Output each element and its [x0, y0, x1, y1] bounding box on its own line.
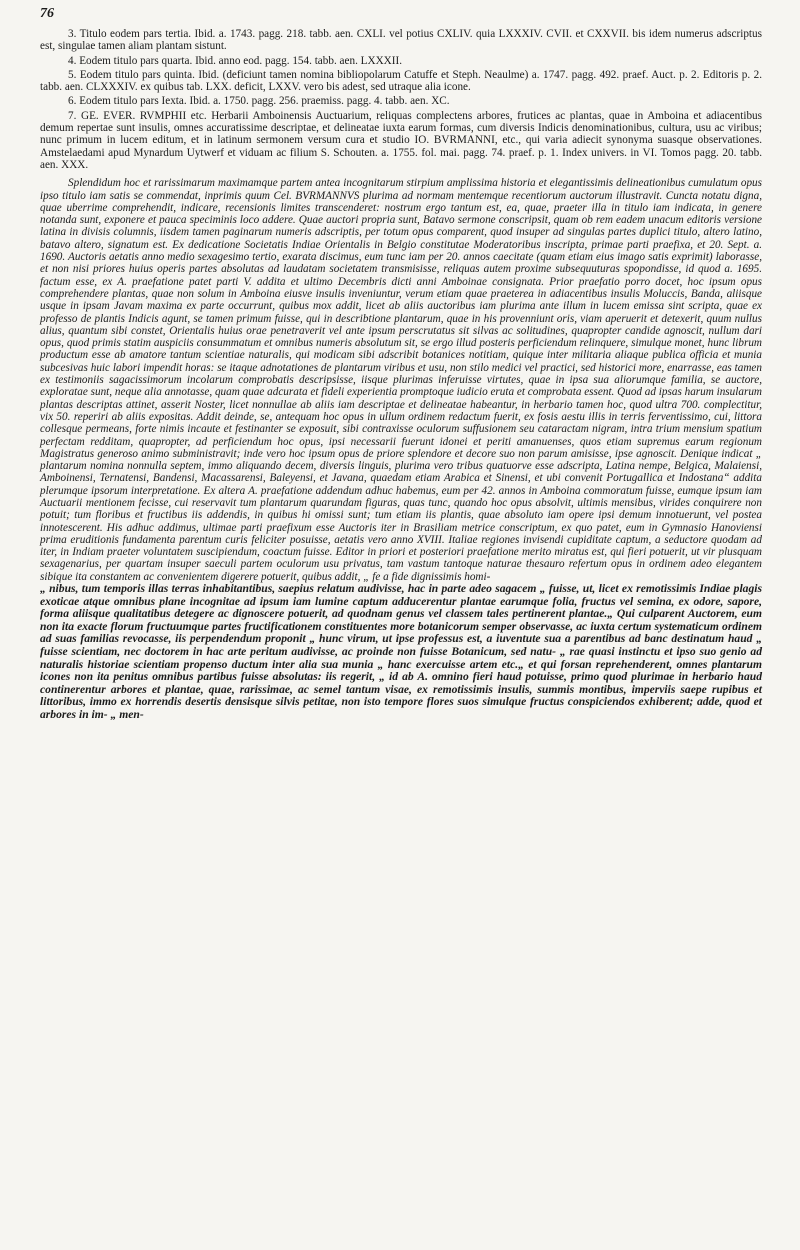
page-number: 76 — [40, 6, 54, 21]
entry-number: 7. — [68, 109, 77, 122]
catalog-entry — [40, 55, 762, 67]
entry-number: 4. — [68, 54, 77, 67]
entry-text: GE. EVER. RVMPHII etc. Herbarii Amboinensis Auctuarium, reliquas complectens arbores, frutices ac plantas, quae in Amboina et adiacentibus demum repertae sunt insulis, omnes accuratissime descriptae, et delineatae iuxta earum formas, cum diversis Indicis denominationibus, cultura, usu ac viribus; nunc primum in lucem editum, et in latinum sermonem versum cura et studio IO. BVRMANNI, etc., qui varia adiecit synonyma suasque observationes. Amstelaedami apud Mynardum Uytwerf et viduam ac filium S. Schouten. a. 1755. fol. mai. pagg. 74. praef. p. 1. Index univers. in VI. Tomos pagg. 20. tabb. aen. XXX. — [40, 109, 762, 171]
entry-number: 3. — [68, 28, 77, 40]
commentary-paragraph: Splendidum hoc et rarissimarum maximamque partem antea incognitarum stirpium amplissima historia et elegantissimis delineationibus cumulatum opus ipso titulo iam satis se commendat, inprimis quum Cel. BVRMANNVS plurima ad normam mentemque recentiorum auctorum illustravit. Cuncta notatu digna, quae uberrime comprehendit, indicare, recensionis limites transcenderet: nostrum ergo tantum est, ea, quae, praeter illa in titulo iam indicata, in genere notanda sunt, exponere et pauca speciminis loco addere. Quae auctori propria sunt, Batavo sermone conscripsit, quam ob rem eadem unacum editoris versione latina in divisis columnis, iisdem tamen paginarum numeris adscriptis, per totum opus comparent, quod insuper ad singulas partes duplici titulo, altero latino, batavo altero, signatum est. Ex dedicatione Societatis Indiae Orientalis in Belgio constitutae Moderatoribus inscripta, primae parti praefixa, et 20. Sept. a. 1690. Auctoris aetatis anno medio sexagesimo tertio, exarata discimus, eum tunc iam per 20. annos caecitate (quam etiam eius imago satis exprimit) laborasse, et non nisi priores huius operis partes absolutas ad laudatam societatem transmisisse, reliquas autem proxime subsequuturas spopondisse, id quod a. 1695. factum esse, ex A. praefatione patet parti V. addita et ultimo Decembris dicti anni Amboinae consignata. Prior praefatio porro docet, hoc ipsum opus comprehendere plantas, quae non solum in Amboina eiusve insulis inveniuntur, verum etiam quae praeterea in adiacentibus insulis Moluccis, Banda, aliisque usque in ipsam Javam maxima ex parte occurrunt, quibus mox addit, licet ab aliis auctoribus iam plurima ante illum in lucem emissa sint scripta, quae ex professo de plantis Indicis agunt, se tamen primum fuisse, qui in describtione plantarum, quae in his provenniunt oris, viam aperuerit et detexerit, quum nullus alius, quantum sibi constet, Orientalis huius orae penetraverit vel ante ipsum perscrutatus sit silvas ac solitudines, quapropter candide agnoscit, nullum dari opus, quod primis statim auspiciis consummatum et omnibus numeris absolutum sit, se ergo illud posteris perficiendum relinquere, simulque monet, hunc librum productum esse ab amatore tantum scientiae naturalis, qui modicam sibi adscribit botanices notitiam, quique inter militaria aliaque publica officia et munia subcesivas huic labori impendit horas: se itaque adnotationes de plantarum viribus et usu, non stilo medici vel practici, sed historici more, enarrasse, eas tamen ex testimoniis sagacissimorum incolarum comprobatis descripsisse, iisque plurimas inferuisse virtutes, quae in ipsa sua aliorumque familia, se auctore, exploratae sunt, neque alia annotasse, quam quae adcurata et fideli experientia promptoque iudicio eruta et comprobata essent. Quod ad ipsas harum insularum plantas descriptas attinet, asserit Noster, licet nonnullae ab aliis iam descriptae et delineatae habeantur, in herbario tamen hoc, quod ultra 700. complectitur, vix 50. reperiri ab aliis expositas. Addit deinde, se, antequam hoc opus in ullum ordinem redactum fuerit, ex fosis aestu illis in terris ferventissimo, cui, littora collesque permeans, forte nimis incaute et festinanter se exposuit, sibi contraxisse oculorum suffusionem seu cataractam nigram, intra trium mensium spatium perfectam redditam, quapropter, ad perficiendum hoc opus, ipsi necessarii fuerunt idonei et periti amanuenses, quos etiam supremus earum regionum Magistratus generoso animo subministravit; inde vero hoc ipsum opus de priore splendore et decore suo non parum amisisse, ipse agnoscit. Denique indicat „ plantarum nomina nonnulla septem, immo aliquando decem, diversis linguis, plurima vero tribus quatuorve esse adscripta, Latina nempe, Belgica, Malaiensi, Amboinensi, Ternatensi, Bandensi, Macassarensi, Baleyensi, et Javana, quaedam etiam Arabica et Sinensi, et ubi convenit Portugallica et Indostana“ addita plerumque ipsorum interpretatione. Ex altera A. praefatione addendum adhuc habemus, eum per 42. annos in Amboina commoratum fuisse, eumque ipsum iam Auctuarii mentionem fecisse, cui reservavit tum plantarum quarundam figuras, quas tunc, quando hoc opus absolvit, ultimis mensibus, virides conquirere non potuit; tum floribus et fructibus iis addendis, in quibus hi omissi sunt; tum etiam iis plantis, quae absoluto iam opere ipsi demum innotuerunt, vel postea innotescerent. His adhuc addimus, ultimae parti praefixum esse Auctoris iter in Brasiliam metrice conscriptum, ex quo patet, eum in Gymnasio Hanoviensi prima eruditionis fundamenta parentum curis feliciter posuisse, aetatis vero anno XVIII. Italiae regiones invisendi cupiditate captum, a seductore quodam ad iter, in Indiam praeter voluntatem suscipiendum, coactum fuisse. Editor in priori et posteriori praefatione merito miratus est, qui fieri potuerit, ut vir plusquam sexagenarius, per quartam insuper saeculi partem oculorum usu privatus, tam vastum tantoque naturae thesauro refertum opus in ordinem adeo elegantem sibique ita constantem ac convenientem digerere potuerit, quibus addit, „ fe a fide dignissimis homi- — [40, 177, 762, 583]
entry-number: 5. — [68, 68, 77, 81]
entry-text: Eodem titulo pars Iexta. Ibid. a. 1750. pagg. 256. praemiss. pagg. 4. tabb. aen. XC. — [79, 95, 450, 108]
catalog-entry — [40, 110, 762, 171]
entry-text: Eodem titulo pars quinta. Ibid. (deficiunt tamen nomina bibliopolarum Catuffe et Steph. Neaulme) a. 1747. pagg. 492. praef. Auct. p. 2. Editoris p. 2. tabb. aen. CLXXXIV. ex quibus tab. LXX. deficit, LXXV. vero bis adest, sed utraque alia icone. — [40, 68, 763, 94]
entry-text: Eodem titulo pars quarta. Ibid. anno eod. pagg. 154. tabb. aen. LXXXII. — [79, 54, 402, 67]
commentary-bold-paragraph: „ nibus, tum temporis illas terras inhabitantibus, saepius relatum audivisse, hac in parte adeo sagacem „ fuisse, ut, licet ex remotissimis Indiae plagis exoticae atque omnibus plane incognitae ad ipsum iam lumine captum adducerentur plantae earumque folia, fructus vel semina, ex odore, sapore, forma aliisque qualitatibus detegere ac dignoscere potuerit, ad quodnam genus vel classem tales pertinerent plantae.„ Qui culparent Auctorem, eum non ita exacte florum fructuumque partes fructificationem constituentes more botanicorum semper observasse, ac iuxta certum systematicum ordinem ad suas familias revocasse, iis perpendendum proponit „ hunc virum, ut ipse professus est, a iuventute sua a parentibus ad banc destinatum haud „ fuisse scientiam, nec doctorem in hac arte peritum audivisse, ac proinde non fuisse Botanicum, sed natu- „ rae quasi instinctu et ipso suo genio ad naturalis historiae scientiam propenso ductum inter alia sua munia „ hanc exercuisse artem etc.„ et qui forsan reprehenderent, omnes plantarum icones non ita penitus omnibus partibus fuisse absolutas: iis regerit, „ id ab A. omnino fieri haud potuisse, primo quod plurimae in herbario haud continerentur arbores et plantae, quae, rarissimae, ac semel tantum visae, ex remotissimis insulis, summis montibus, imperviis saepe rupibus et littoribus, immo ex horrendis desertis densisque silvis petitae, non isto tempore flores suos simulque fructus conspiciendos exhiberent; adde, quod et arbores in im- „ men- — [40, 582, 762, 721]
entry-text: Titulo eodem pars tertia. Ibid. a. 1743. pagg. 218. tabb. aen. CXLI. vel potius CXLIV. quia LXXXIV. CVII. et CXXVII. bis idem numerus adscriptus est, singulae tamen aliam plantam sistunt. — [40, 28, 762, 53]
catalog-entry — [40, 28, 762, 53]
entry-number: 6. — [68, 95, 77, 108]
catalog-entry — [40, 95, 762, 107]
page-content — [40, 28, 762, 722]
catalog-entry — [40, 69, 762, 94]
